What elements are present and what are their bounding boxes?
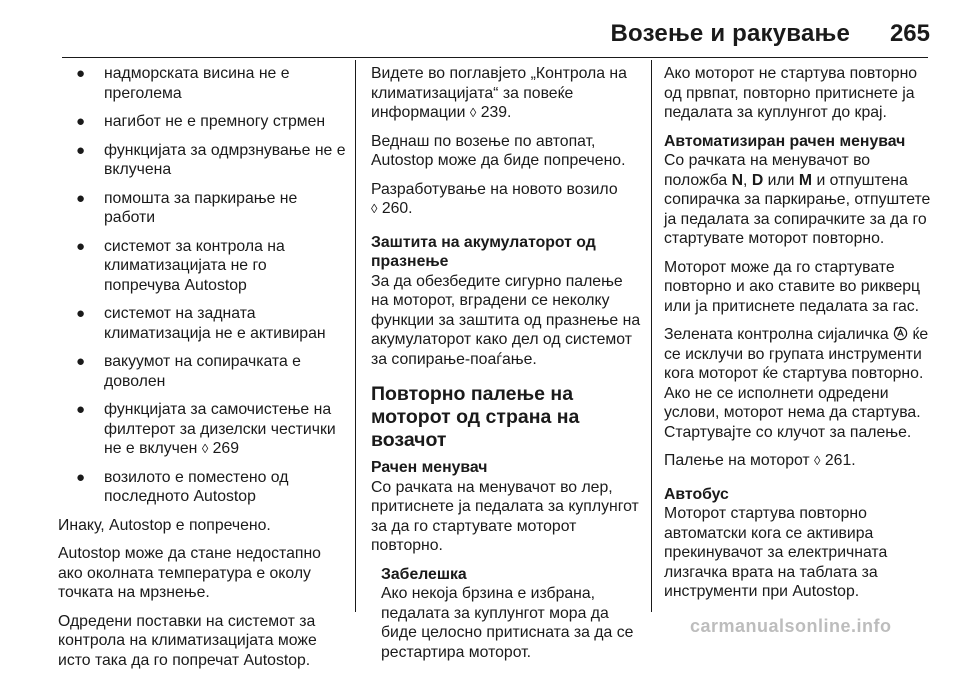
paragraph: Ако моторот не стартува повторно од првпат, повторно притиснете ја педалата за куплунгот до крај. bbox=[664, 65, 918, 121]
page-reference[interactable]: 239. bbox=[480, 104, 512, 121]
page-reference-icon: ◊ bbox=[814, 453, 821, 468]
column-3 bbox=[664, 64, 934, 611]
list-item: ● возилото е поместено од последното Autostop bbox=[76, 468, 289, 505]
page-reference[interactable]: 260. bbox=[381, 200, 413, 217]
list-item: ● помошта за паркирање не работи bbox=[76, 189, 298, 226]
bullet-icon: ● bbox=[76, 468, 86, 486]
page-title: Возење и ракување bbox=[610, 20, 850, 47]
note-text: Ако некоја брзина е избрана, педалата за куплунгот мора да биде целосно притисната за да се рестартира моторот. bbox=[381, 585, 634, 661]
list-item: ● функцијата за самочистење на филтерот за дизелски честички не е вклучен ◊ 269 bbox=[76, 401, 336, 457]
bullet-icon: ● bbox=[76, 189, 86, 207]
list-item: ● функцијата за одмрзнување не е вклучена bbox=[76, 141, 346, 178]
paragraph: Одредени поставки на системот за контрола на климатизацијата може исто така да го попречат Autostop. bbox=[58, 612, 317, 669]
list-item: ● вакуумот на сопирачката е доволен bbox=[76, 353, 301, 390]
bullet-icon: ● bbox=[76, 141, 86, 159]
paragraph: Разработување на новото возило ◊ 260. bbox=[371, 180, 618, 217]
bullet-icon: ● bbox=[76, 237, 86, 255]
paragraph: Со рачката на менувачот во лер, притиснете ја педалата за куплунгот за да го стартувате моторот повторно. bbox=[371, 478, 639, 554]
subheading: Заштита на акумулаторот од празнење bbox=[371, 233, 596, 270]
subheading: Автобус bbox=[664, 485, 729, 503]
bullet-icon: ● bbox=[76, 65, 86, 82]
paragraph: Со рачката на менувачот во положба N, D или M и отпуштена сопирачка за паркирање, отпуштете ја педалата за сопирачките за да го стартувате моторот повторно. bbox=[664, 152, 931, 247]
page-reference-icon: ◊ bbox=[371, 201, 378, 216]
section-heading: Повторно палење на моторот од страна на возачот bbox=[371, 383, 580, 451]
note-box bbox=[371, 565, 641, 663]
paragraph: Видете во поглавјето „Контрола на климатизацијата“ за повеќе информации ◊ 239. bbox=[371, 65, 627, 121]
list-item: ● системот на задната климатизација не е активиран bbox=[76, 305, 326, 342]
column-divider-1 bbox=[355, 60, 356, 612]
paragraph: Моторот стартува повторно автоматски кога се активира прекинувачот за електричната лизгачка врата на таблата за инструменти при Autostop. bbox=[664, 505, 888, 600]
page-number: 265 bbox=[889, 20, 930, 47]
list-item: ● системот за контрола на климатизацијата не го попречува Autostop bbox=[76, 237, 285, 294]
paragraph: Autostop може да стане недостапно ако околната температура е околу точката на мрзнење. bbox=[58, 545, 321, 601]
paragraph: За да обезбедите сигурно палење на моторот, вградени се неколку функции за заштита од празнење на акумулаторот како дел од системот за сопирање-поаѓање. bbox=[371, 272, 641, 368]
column-2 bbox=[371, 64, 641, 671]
paragraph: Моторот може да го стартувате повторно и ако ставите во рикверц или ја притиснете педалата за гас. bbox=[664, 258, 921, 315]
page-reference[interactable]: 261. bbox=[824, 452, 856, 469]
column-divider-2 bbox=[651, 60, 652, 612]
bullet-icon: ● bbox=[76, 401, 86, 418]
paragraph: Зелената контролна сијаличка ќе се исклучи во групата инструменти кога моторот ќе стартува повторно. Ако не се исполнети одредени услови, моторот нема да стартува. Стартувајте со клучот за палење. bbox=[664, 326, 929, 441]
column-1 bbox=[58, 64, 346, 679]
note-title: Забелешка bbox=[381, 565, 467, 583]
bullet-icon: ● bbox=[76, 113, 86, 130]
watermark: carmanualsonline.info bbox=[690, 616, 892, 636]
page-reference-icon: ◊ bbox=[469, 105, 477, 120]
bullet-icon: ● bbox=[76, 305, 86, 322]
conditions-list bbox=[62, 64, 346, 507]
subheading: Автоматизиран рачен менувач bbox=[664, 132, 906, 150]
paragraph: Инаку, Autostop е попречено. bbox=[58, 516, 271, 534]
subheading: Рачен менувач bbox=[371, 459, 488, 476]
paragraph: Палење на моторот ◊ 261. bbox=[664, 452, 856, 469]
page-reference-icon: ◊ bbox=[201, 441, 209, 456]
bullet-icon: ● bbox=[76, 353, 86, 370]
page-reference[interactable]: 269 bbox=[212, 440, 239, 457]
header-rule bbox=[62, 57, 928, 58]
list-item: ● надморската висина не е преголема bbox=[76, 65, 290, 102]
list-item: ● нагибот не е премногу стрмен bbox=[76, 113, 326, 130]
page-header bbox=[0, 0, 960, 58]
autostop-indicator-icon bbox=[893, 326, 908, 341]
paragraph: Веднаш по возење по автопат, Autostop може да биде попречено. bbox=[371, 132, 626, 169]
